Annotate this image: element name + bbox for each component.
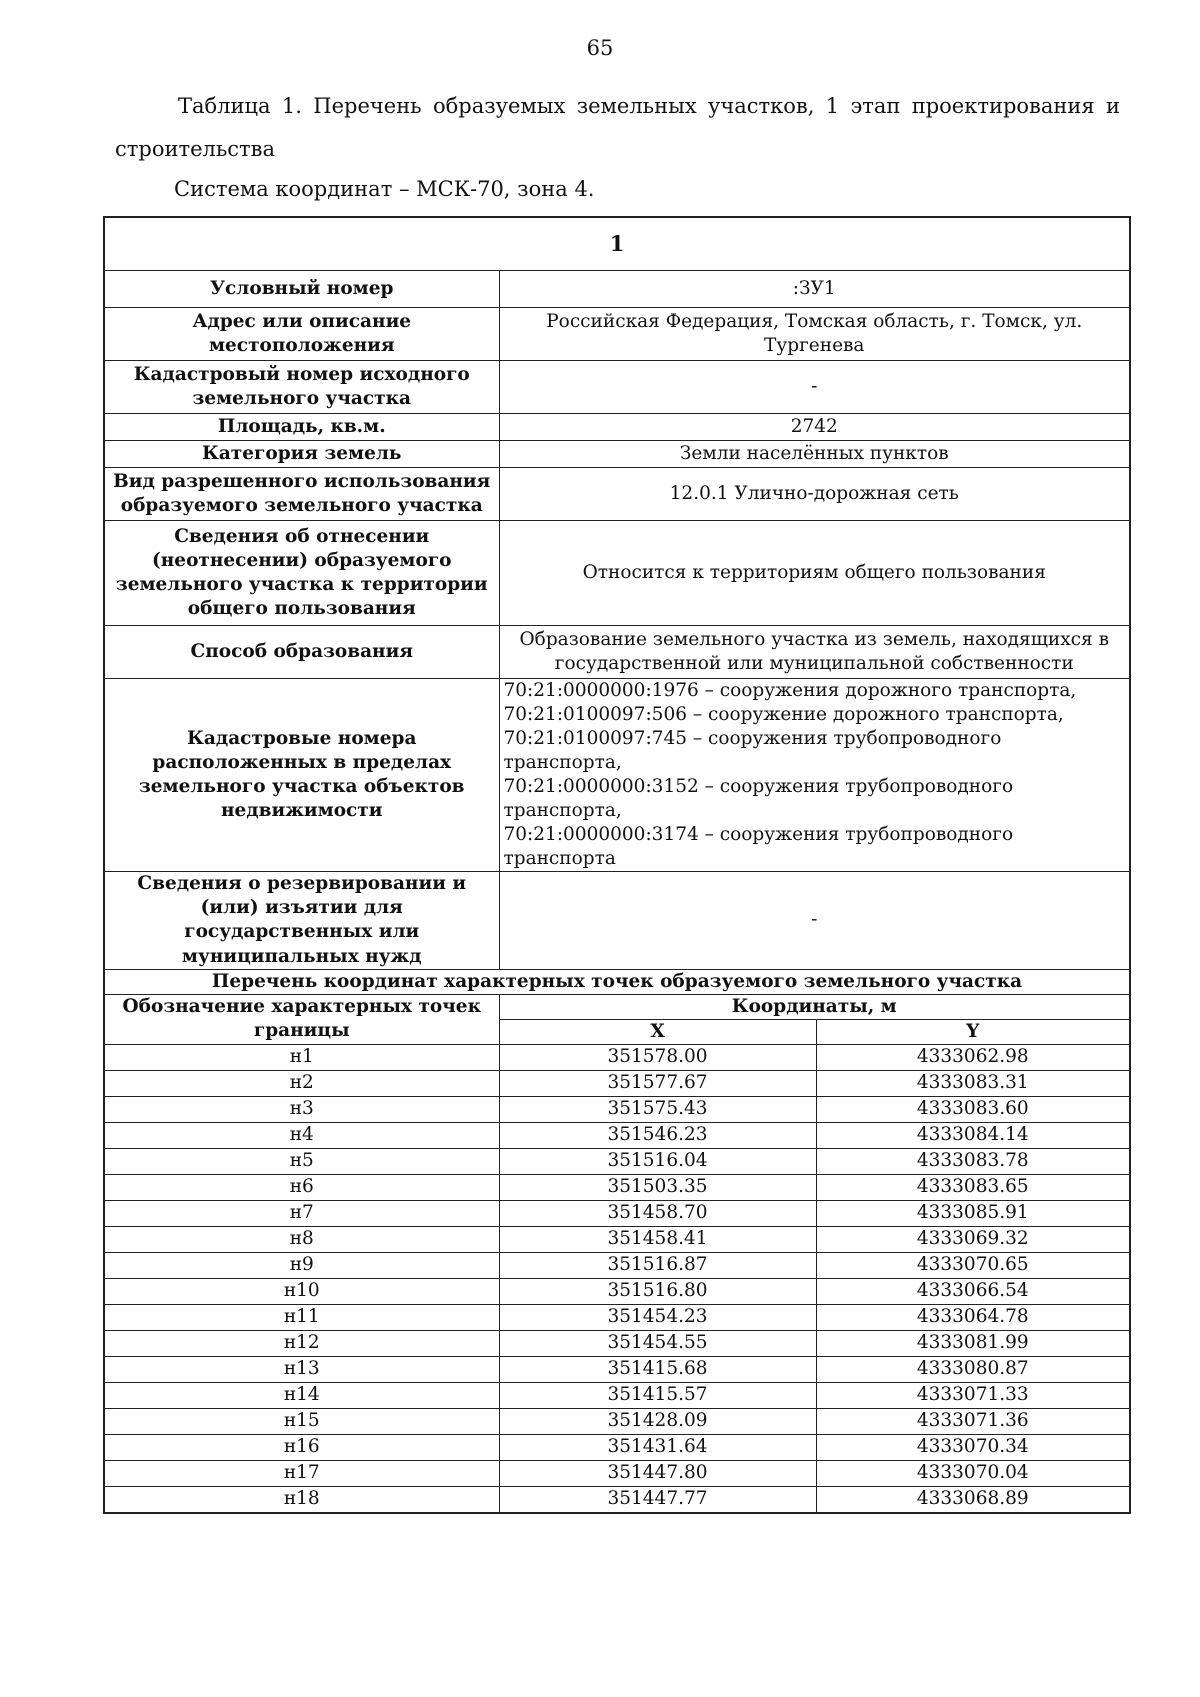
table-row — [104, 1460, 1130, 1486]
table-row — [104, 1044, 1130, 1070]
attribute-label: Кадастровые номера расположенных в пределах земельного участка объектов недвижимости — [104, 679, 499, 872]
point-x-coordinate: 351458.41 — [499, 1226, 816, 1252]
point-x-coordinate: 351454.23 — [499, 1304, 816, 1330]
attribute-value: Земли населённых пунктов — [499, 441, 1130, 468]
table-caption: Таблица 1. Перечень образуемых земельных участков, 1 этап проектирования и — [178, 94, 1120, 118]
point-y-coordinate: 4333069.32 — [816, 1226, 1130, 1252]
point-y-coordinate: 4333066.54 — [816, 1278, 1130, 1304]
attribute-row — [104, 441, 1130, 468]
point-name: н6 — [104, 1174, 499, 1200]
point-y-coordinate: 4333083.65 — [816, 1174, 1130, 1200]
point-name: н1 — [104, 1044, 499, 1070]
cadastral-object-line: 70:21:0100097:506 – сооружение дорожного транспорта, — [503, 704, 1064, 726]
point-name: н10 — [104, 1278, 499, 1304]
point-y-coordinate: 4333071.33 — [816, 1382, 1130, 1408]
cadastral-object-line: 70:21:0000000:3152 – сооружения трубопроводного транспорта, — [503, 776, 1014, 822]
point-name: н18 — [104, 1486, 499, 1513]
point-x-coordinate: 351431.64 — [499, 1434, 816, 1460]
attribute-value: 12.0.1 Улично-дорожная сеть — [499, 468, 1130, 521]
attribute-label: Способ образования — [104, 626, 499, 679]
point-y-coordinate: 4333083.60 — [816, 1096, 1130, 1122]
point-name: н16 — [104, 1434, 499, 1460]
attribute-label: Сведения об отнесении (неотнесении) образуемого земельного участка к территории общего пользования — [104, 521, 499, 626]
table-header-row — [104, 217, 1130, 271]
point-y-coordinate: 4333070.04 — [816, 1460, 1130, 1486]
coords-header-row — [104, 994, 1130, 1019]
point-x-coordinate: 351577.67 — [499, 1070, 816, 1096]
point-name: н11 — [104, 1304, 499, 1330]
attribute-label: Кадастровый номер исходного земельного участка — [104, 361, 499, 414]
table-row — [104, 1070, 1130, 1096]
point-name: н17 — [104, 1460, 499, 1486]
point-y-coordinate: 4333080.87 — [816, 1356, 1130, 1382]
table-row — [104, 1148, 1130, 1174]
point-name: н14 — [104, 1382, 499, 1408]
cadastral-object-line: 70:21:0100097:745 – сооружения трубопроводного транспорта, — [503, 728, 1002, 774]
point-name: н8 — [104, 1226, 499, 1252]
attribute-row — [104, 271, 1130, 308]
table-row — [104, 1408, 1130, 1434]
y-column-header: Y — [816, 1019, 1130, 1044]
cadastral-object-line: 70:21:0000000:1976 – сооружения дорожного транспорта, — [503, 680, 1077, 701]
attribute-row — [104, 626, 1130, 679]
land-plots-table — [103, 216, 1131, 1514]
table-row — [104, 1486, 1130, 1513]
point-name: н15 — [104, 1408, 499, 1434]
attribute-value: Образование земельного участка из земель, находящихся в государственной или муниципальной собственности — [499, 626, 1130, 679]
x-column-header: X — [499, 1019, 816, 1044]
point-name: н9 — [104, 1252, 499, 1278]
point-name: н7 — [104, 1200, 499, 1226]
coordinate-system-note: Система координат – МСК-70, зона 4. — [174, 177, 595, 201]
attribute-value: Относится к территориям общего пользования — [499, 521, 1130, 626]
attribute-row — [104, 872, 1130, 969]
attribute-label: Сведения о резервировании и (или) изъятии для государственных или муниципальных нужд — [104, 872, 499, 969]
point-y-coordinate: 4333071.36 — [816, 1408, 1130, 1434]
table-row — [104, 1174, 1130, 1200]
attribute-value: Российская Федерация, Томская область, г. Томск, ул. Тургенева — [499, 308, 1130, 361]
point-x-coordinate: 351516.04 — [499, 1148, 816, 1174]
table-row — [104, 1278, 1130, 1304]
attribute-row — [104, 414, 1130, 441]
table-row — [104, 1304, 1130, 1330]
point-x-coordinate: 351516.87 — [499, 1252, 816, 1278]
coordinates-column-header: Координаты, м — [499, 994, 1130, 1019]
point-y-coordinate: 4333083.31 — [816, 1070, 1130, 1096]
point-y-coordinate: 4333085.91 — [816, 1200, 1130, 1226]
attribute-value: :ЗУ1 — [499, 271, 1130, 308]
point-x-coordinate: 351454.55 — [499, 1330, 816, 1356]
page-number: 65 — [586, 36, 614, 60]
point-y-coordinate: 4333083.78 — [816, 1148, 1130, 1174]
attribute-label: Условный номер — [104, 271, 499, 308]
point-y-coordinate: 4333070.34 — [816, 1434, 1130, 1460]
point-x-coordinate: 351458.70 — [499, 1200, 816, 1226]
table-row — [104, 1226, 1130, 1252]
attribute-label: Категория земель — [104, 441, 499, 468]
table-header: 1 — [104, 217, 1130, 271]
table-caption-continued: строительства — [115, 137, 276, 161]
attribute-row — [104, 521, 1130, 626]
table-row — [104, 1382, 1130, 1408]
point-x-coordinate: 351447.77 — [499, 1486, 816, 1513]
attribute-row — [104, 308, 1130, 361]
table-row — [104, 1252, 1130, 1278]
cadastral-object-line: 70:21:0000000:3174 – сооружения трубопроводного транспорта — [503, 824, 1014, 870]
point-x-coordinate: 351575.43 — [499, 1096, 816, 1122]
point-name: н3 — [104, 1096, 499, 1122]
attribute-row — [104, 361, 1130, 414]
table-row — [104, 1434, 1130, 1460]
point-x-coordinate: 351428.09 — [499, 1408, 816, 1434]
table-row — [104, 1200, 1130, 1226]
point-name: н5 — [104, 1148, 499, 1174]
table-row — [104, 1356, 1130, 1382]
coords-title-row — [104, 969, 1130, 994]
point-x-coordinate: 351503.35 — [499, 1174, 816, 1200]
point-x-coordinate: 351415.57 — [499, 1382, 816, 1408]
table-row — [104, 1122, 1130, 1148]
attribute-label: Вид разрешенного использования образуемого земельного участка — [104, 468, 499, 521]
point-x-coordinate: 351415.68 — [499, 1356, 816, 1382]
coords-title: Перечень координат характерных точек образуемого земельного участка — [104, 969, 1130, 994]
attribute-value: 2742 — [499, 414, 1130, 441]
point-x-coordinate: 351578.00 — [499, 1044, 816, 1070]
table-row — [104, 1096, 1130, 1122]
point-y-coordinate: 4333070.65 — [816, 1252, 1130, 1278]
attribute-row — [104, 679, 1130, 872]
table-row — [104, 1330, 1130, 1356]
attribute-label: Площадь, кв.м. — [104, 414, 499, 441]
attribute-value: - — [499, 872, 1130, 969]
point-y-coordinate: 4333062.98 — [816, 1044, 1130, 1070]
attribute-row — [104, 468, 1130, 521]
point-y-coordinate: 4333068.89 — [816, 1486, 1130, 1513]
point-y-coordinate: 4333081.99 — [816, 1330, 1130, 1356]
point-name: н12 — [104, 1330, 499, 1356]
point-y-coordinate: 4333084.14 — [816, 1122, 1130, 1148]
point-name: н2 — [104, 1070, 499, 1096]
attribute-value: - — [499, 361, 1130, 414]
point-x-coordinate: 351546.23 — [499, 1122, 816, 1148]
point-x-coordinate: 351516.80 — [499, 1278, 816, 1304]
points-column-header: Обозначение характерных точек границы — [104, 994, 499, 1044]
point-name: н4 — [104, 1122, 499, 1148]
point-name: н13 — [104, 1356, 499, 1382]
attribute-value-list — [499, 679, 1130, 872]
point-y-coordinate: 4333064.78 — [816, 1304, 1130, 1330]
point-x-coordinate: 351447.80 — [499, 1460, 816, 1486]
attribute-label: Адрес или описание местоположения — [104, 308, 499, 361]
